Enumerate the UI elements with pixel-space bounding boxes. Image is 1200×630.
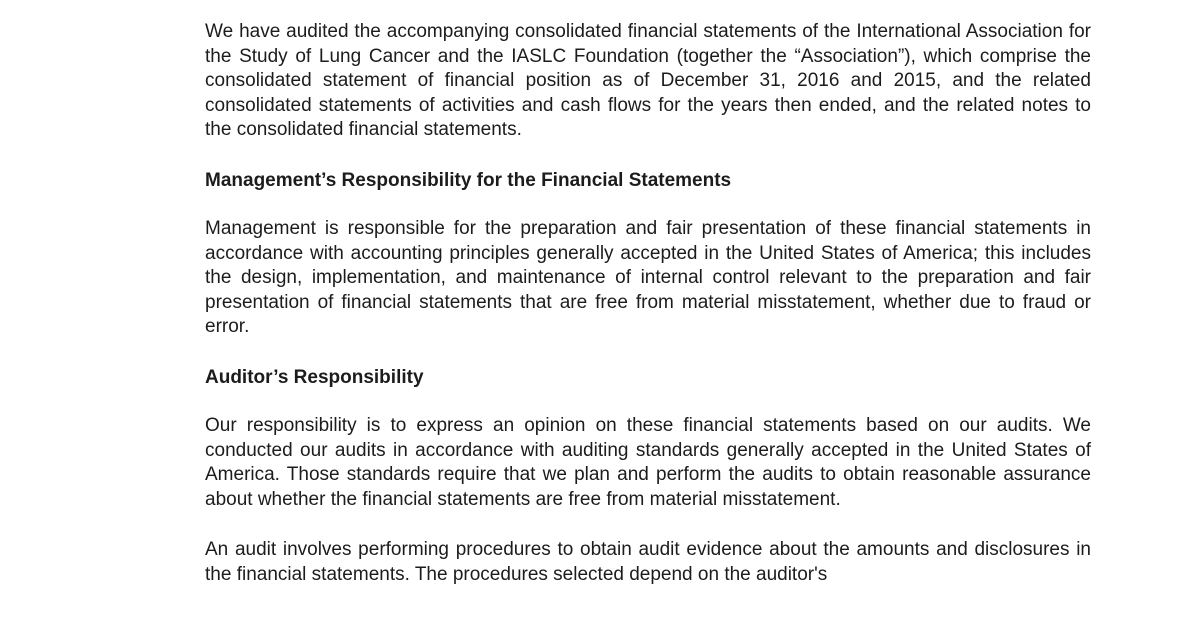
management-responsibility-heading: Management’s Responsibility for the Financial Statements xyxy=(205,169,732,191)
document-body xyxy=(205,20,1091,613)
management-responsibility-paragraph: Management is responsible for the preparation and fair presentation of these financial statements in accordance with accounting principles generally accepted in the United States of America; this includes the design, implementation, and maintenance of internal control relevant to the preparation and fair presentation of financial statements that are free from material misstatement, whether due to fraud or error. xyxy=(205,218,1091,337)
audit-procedures-paragraph: An audit involves performing procedures to obtain audit evidence about the amounts and disclosures in the financial statements. The procedures selected depend on the auditor's xyxy=(205,539,1091,585)
auditor-responsibility-paragraph: Our responsibility is to express an opinion on these financial statements based on our audits. We conducted our audits in accordance with auditing standards generally accepted in the United States of America. Those standards require that we plan and perform the audits to obtain reasonable assurance about whether the financial statements are free from material misstatement. xyxy=(205,415,1091,510)
intro-paragraph: We have audited the accompanying consolidated financial statements of the International Association for the Study of Lung Cancer and the IASLC Foundation (together the “Association”), which comprise the consolidated statement of financial position as of December 31, 2016 and 2015, and the related consolidated statements of activities and cash flows for the years then ended, and the related notes to the consolidated financial statements. xyxy=(205,21,1091,140)
auditor-responsibility-heading: Auditor’s Responsibility xyxy=(205,366,424,388)
